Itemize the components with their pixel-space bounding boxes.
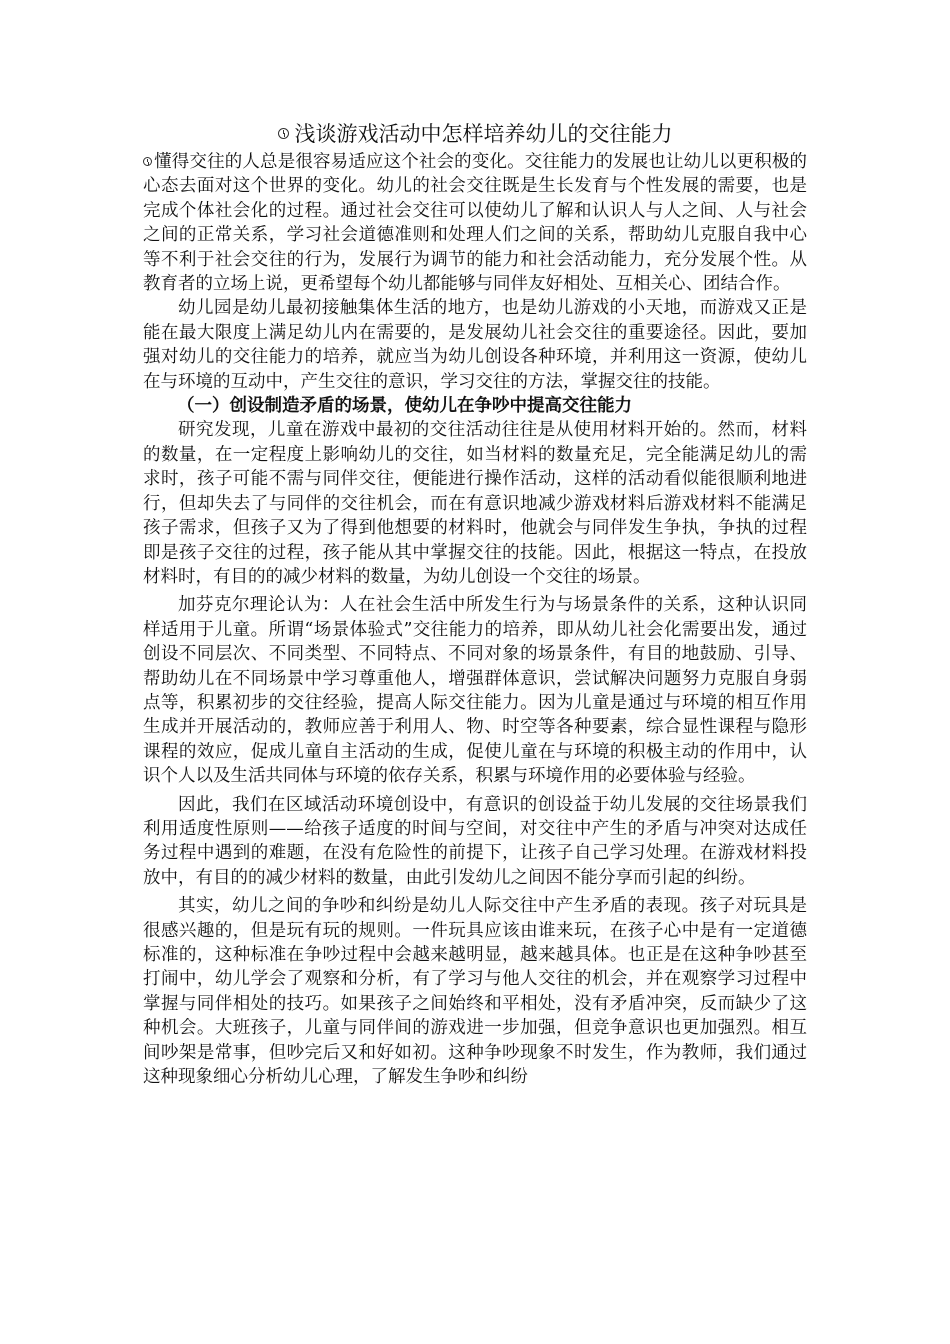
- paragraph-theory: 加芬克尔理论认为：人在社会生活中所发生行为与场景条件的关系，这种认识同样适用于儿童。所谓“场景体验式”交往能力的培养，即从幼儿社会化需要出发，通过创设不同层次、不同类型、不同特点、不同对象的场景条件，有目的地鼓励、引导、帮助幼儿在不同场景中学习尊重他人，增强群体意识，尝试解决问题努力克服自身弱点等，积累初步的交往经验，提高人际交往能力。因为儿童是通过与环境的相互作用生成并开展活动的，教师应善于利用人、物、时空等各种要素，综合显性课程与隐形课程的效应，促成儿童自主活动的生成，促使儿童在与环境的积极主动的作用中，认识个人以及生活共同体与环境的依存关系，积累与环境作用的必要体验与经验。: [143, 595, 807, 787]
- document-page: [143, 118, 807, 1089]
- document-title: 浅谈游戏活动中怎样培养幼儿的交往能力: [294, 122, 673, 146]
- paragraph-intro: [143, 150, 807, 296]
- clock-mark-icon: [143, 157, 152, 166]
- paragraph-intro-text: 懂得交往的人总是很容易适应这个社会的变化。交往能力的发展也让幼儿以更积极的心态去面对这个世界的变化。幼儿的社会交往既是生长发育与个性发展的需要，也是完成个体社会化的过程。通过社会交往可以使幼儿了解和认识人与人之间、人与社会之间的正常关系，学习社会道德准则和处理人们之间的关系，帮助幼儿克服自我中心等不利于社会交往的行为，发展行为调节的能力和社会活动能力，充分发展个性。从教育者的立场上说，更希望每个幼儿都能够与同伴友好相处、互相关心、团结合作。: [143, 152, 807, 295]
- document-title-line: [143, 118, 807, 150]
- clock-mark-icon: [278, 128, 289, 139]
- paragraph-environment: 因此，我们在区域活动环境创设中，有意识的创设益于幼儿发展的交往场景我们利用适度性原则——给孩子适度的时间与空间，对交往中产生的矛盾与冲突对达成任务过程中遇到的难题，在没有危险性的前提下，让孩子自己学习处理。在游戏材料投放中，有目的的减少材料的数量，由此引发幼儿之间因不能分享而引起的纠纷。: [143, 794, 807, 888]
- paragraph-research: 研究发现，儿童在游戏中最初的交往活动往往是从使用材料开始的。然而，材料的数量，在一定程度上影响幼儿的交往，如当材料的数量充足，完全能满足幼儿的需求时，孩子可能不需与同伴交往，便能进行操作活动，这样的活动看似能很顺利地进行，但却失去了与同伴的交往机会，而在有意识地减少游戏材料后游戏材料不能满足孩子需求，但孩子又为了得到他想要的材料时，他就会与同伴发生争执，争执的过程即是孩子交往的过程，孩子能从其中掌握交往的技能。因此，根据这一特点，在投放材料时，有目的的减少材料的数量，为幼儿创设一个交往的场景。: [143, 420, 807, 587]
- section-heading-1: （一）创设制造矛盾的场景，使幼儿在争吵中提高交往能力: [177, 396, 632, 417]
- paragraph-kindergarten: 幼儿园是幼儿最初接触集体生活的地方，也是幼儿游戏的小天地，而游戏又正是能在最大限度上满足幼儿内在需要的，是发展幼儿社会交往的重要途径。因此，要加强对幼儿的交往能力的培养，就应当为幼儿创设各种环境，并利用这一资源，使幼儿在与环境的互动中，产生交往的意识，学习交往的方法，掌握交往的技能。: [143, 298, 807, 392]
- paragraph-conflict: 其实，幼儿之间的争吵和纠纷是幼儿人际交往中产生矛盾的表现。孩子对玩具是很感兴趣的，但是玩有玩的规则。一件玩具应该由谁来玩，在孩子心中是有一定道德标准的，这种标准在争吵过程中会越来越明显，越来越具体。也正是在这种争吵甚至打闹中，幼儿学会了观察和分析，有了学习与他人交往的机会，并在观察学习过程中掌握与同伴相处的技巧。如果孩子之间始终和平相处，没有矛盾冲突，反而缺少了这种机会。大班孩子，儿童与同伴间的游戏进一步加强，但竞争意识也更加强烈。相互间吵架是常事，但吵完后又和好如初。这种争吵现象不时发生，作为教师，我们通过这种现象细心分析幼儿心理，了解发生争吵和纠纷: [143, 896, 807, 1088]
